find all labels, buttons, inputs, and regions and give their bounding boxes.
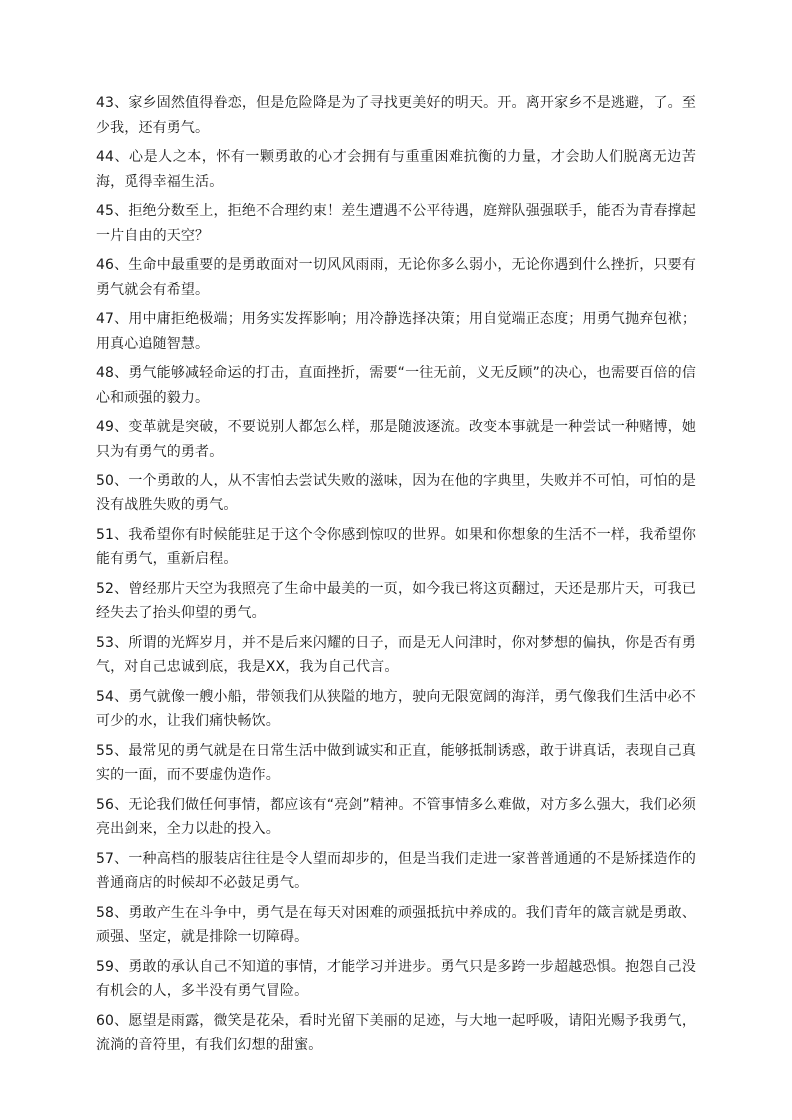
quote-item: 49、变革就是突破，不要说别人都怎么样，那是随波逐流。改变本事就是一种尝试一种赌博，她只为有勇气的勇者。 <box>96 418 696 460</box>
quote-item: 57、一种高档的服装店往往是令人望而却步的，但是当我们走进一家普普通通的不是矫揉造作的普通商店的时候却不必鼓足勇气。 <box>96 850 696 892</box>
quote-item: 56、无论我们做任何事情，都应该有“亮剑”精神。不管事情多么难做，对方多么强大，我们必须亮出剑来，全力以赴的投入。 <box>96 796 696 838</box>
quote-item: 43、家乡固然值得眷恋，但是危险降是为了寻找更美好的明天。开。离开家乡不是逃避，了。至少我，还有勇气。 <box>96 95 696 136</box>
quote-item: 50、一个勇敢的人，从不害怕去尝试失败的滋味，因为在他的字典里，失败并不可怕，可怕的是没有战胜失败的勇气。 <box>96 472 696 514</box>
quote-item: 51、我希望你有时候能驻足于这个令你感到惊叹的世界。如果和你想象的生活不一样，我希望你能有勇气，重新启程。 <box>96 526 696 568</box>
quote-item: 53、所谓的光辉岁月，并不是后来闪耀的日子，而是无人问津时，你对梦想的偏执，你是否有勇气，对自己忠诚到底，我是XX，我为自己代言。 <box>96 634 696 676</box>
quote-item: 48、勇气能够减轻命运的打击，直面挫折，需要“一往无前，义无反顾”的决心，也需要百倍的信心和顽强的毅力。 <box>96 364 696 406</box>
quote-item: 45、拒绝分数至上，拒绝不合理约束！差生遭遇不公平待遇，庭辩队强强联手，能否为青春撑起一片自由的天空？ <box>96 202 696 244</box>
quote-item: 60、愿望是雨露，微笑是花朵，看时光留下美丽的足迹，与大地一起呼吸，请阳光赐予我勇气，流淌的音符里，有我们幻想的甜蜜。 <box>96 1012 696 1054</box>
quote-list <box>96 91 696 1063</box>
quote-item: 52、曾经那片天空为我照亮了生命中最美的一页，如今我已将这页翻过，天还是那片天，可我已经失去了抬头仰望的勇气。 <box>96 580 696 622</box>
quote-item: 59、勇敢的承认自己不知道的事情，才能学习并进步。勇气只是多跨一步超越恐惧。抱怨自己没有机会的人，多半没有勇气冒险。 <box>96 958 696 1000</box>
quote-item: 55、最常见的勇气就是在日常生活中做到诚实和正直，能够抵制诱惑，敢于讲真话，表现自己真实的一面，而不要虚伪造作。 <box>96 742 696 784</box>
quote-item: 54、勇气就像一艘小船，带领我们从狭隘的地方，驶向无限宽阔的海洋，勇气像我们生活中必不可少的水，让我们痛快畅饮。 <box>96 688 696 730</box>
quote-item: 44、心是人之本，怀有一颗勇敢的心才会拥有与重重困难抗衡的力量，才会助人们脱离无边苦海，觅得幸福生活。 <box>96 148 696 190</box>
quote-item: 58、勇敢产生在斗争中，勇气是在每天对困难的顽强抵抗中养成的。我们青年的箴言就是勇敢、顽强、坚定，就是排除一切障碍。 <box>96 904 696 946</box>
quote-item: 46、生命中最重要的是勇敢面对一切风风雨雨，无论你多么弱小，无论你遇到什么挫折，只要有勇气就会有希望。 <box>96 256 696 298</box>
quote-item: 47、用中庸拒绝极端；用务实发挥影响；用冷静选择决策；用自觉端正态度；用勇气抛弃包袱；用真心追随智慧。 <box>96 310 696 352</box>
